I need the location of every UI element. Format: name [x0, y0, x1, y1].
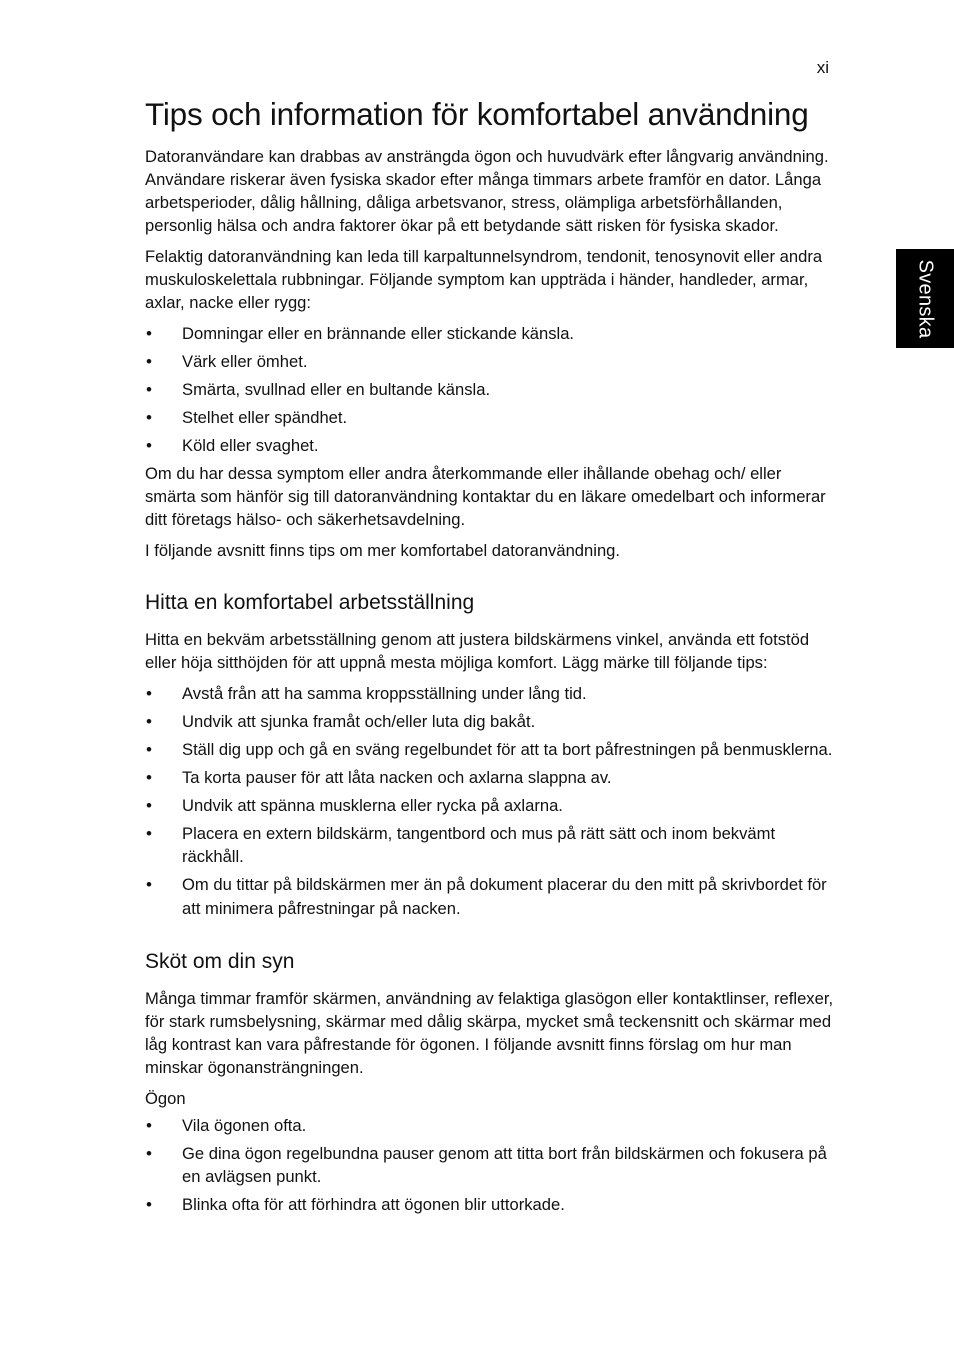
list-item: • Ta korta pauser för att låta nacken och axlarna slappna av. — [145, 766, 835, 790]
list-item: • Vila ögonen ofta. — [145, 1114, 835, 1138]
list-item: • Om du tittar på bildskärmen mer än på dokument placerar du den mitt på skrivbordet för att minimera påfrestningar på nacken. — [145, 873, 835, 920]
list-item: • Undvik att spänna musklerna eller rycka på axlarna. — [145, 794, 835, 818]
list-item: • Stelhet eller spändhet. — [145, 406, 835, 430]
page-number: xi — [816, 58, 829, 77]
section-paragraph: Många timmar framför skärmen, användning av felaktiga glasögon eller kontaktlinser, reflexer, för stark rumsbelysning, skärmar med dålig skärpa, mycket små teckensnitt och skärmar med låg kontrast kan vara påfrestande för ögonen. I följande avsnitt finns förslag om hur man minskar ögonansträngningen. — [145, 988, 834, 1077]
list-item: • Avstå från att ha samma kroppsställning under lång tid. — [145, 682, 835, 706]
list-item: • Ge dina ögon regelbundna pauser genom att titta bort från bildskärmen och fokusera på en avlägsen punkt. — [145, 1142, 835, 1189]
language-tab — [896, 249, 954, 348]
intro-paragraph: Datoranvändare kan drabbas av ansträngda ögon och huvudvärk efter långvarig användning. Användare riskerar även fysiska skador efter många timmars arbete framför en dator. Långa arbetsperioder, dålig hållning, dåliga arbetsvanor, stress, olämpliga arbetsförhållanden, personlig hälsa och andra faktorer ökar på ett betydande sätt risken för fysiska skador. — [145, 147, 829, 235]
language-tab-label: Svenska — [914, 259, 937, 338]
body-paragraph: I följande avsnitt finns tips om mer komfortabel datoranvändning. — [145, 540, 621, 560]
list-item: • Smärta, svullnad eller en bultande känsla. — [145, 378, 835, 402]
section-heading-posture: Hitta en komfortabel arbetsställning — [145, 590, 475, 614]
section-heading-eyes: Sköt om din syn — [145, 949, 295, 973]
list-item: • Domningar eller en brännande eller stickande känsla. — [145, 322, 835, 346]
list-item: • Värk eller ömhet. — [145, 350, 835, 374]
body-paragraph: Om du har dessa symptom eller andra återkommande eller ihållande obehag och/ eller smärta som hänför sig till datoranvändning kontaktar du en läkare omedelbart och informerar ditt företags hälso- och säkerhetsavdelning. — [145, 463, 826, 529]
list-item: • Undvik att sjunka framåt och/eller luta dig bakåt. — [145, 710, 835, 734]
intro-paragraph: Felaktig datoranvändning kan leda till karpaltunnelsyndrom, tendonit, tenosynovit eller andra muskuloskelettala rubbningar. Följande symptom kan uppträda i händer, handleder, armar, axlar, nacke eller rygg: — [145, 247, 823, 312]
section-paragraph: Hitta en bekväm arbetsställning genom att justera bildskärmens vinkel, använda ett fotstöd eller höja sitthöjden för att uppnå mesta möjliga komfort. Lägg märke till följande tips: — [145, 629, 810, 672]
page-title: Tips och information för komfortabel användning — [145, 96, 809, 132]
sub-label: Ögon — [145, 1088, 186, 1108]
list-item: • Köld eller svaghet. — [145, 434, 835, 458]
eye-tips-list — [145, 1114, 835, 1217]
posture-tips-list — [145, 682, 835, 921]
list-item: • Blinka ofta för att förhindra att ögonen blir uttorkade. — [145, 1193, 835, 1217]
document-body — [145, 95, 835, 1221]
list-item: • Placera en extern bildskärm, tangentbord och mus på rätt sätt och inom bekvämt räckhåll. — [145, 822, 835, 869]
symptom-list — [145, 322, 835, 458]
list-item: • Ställ dig upp och gå en sväng regelbundet för att ta bort påfrestningen på benmusklerna. — [145, 738, 835, 762]
